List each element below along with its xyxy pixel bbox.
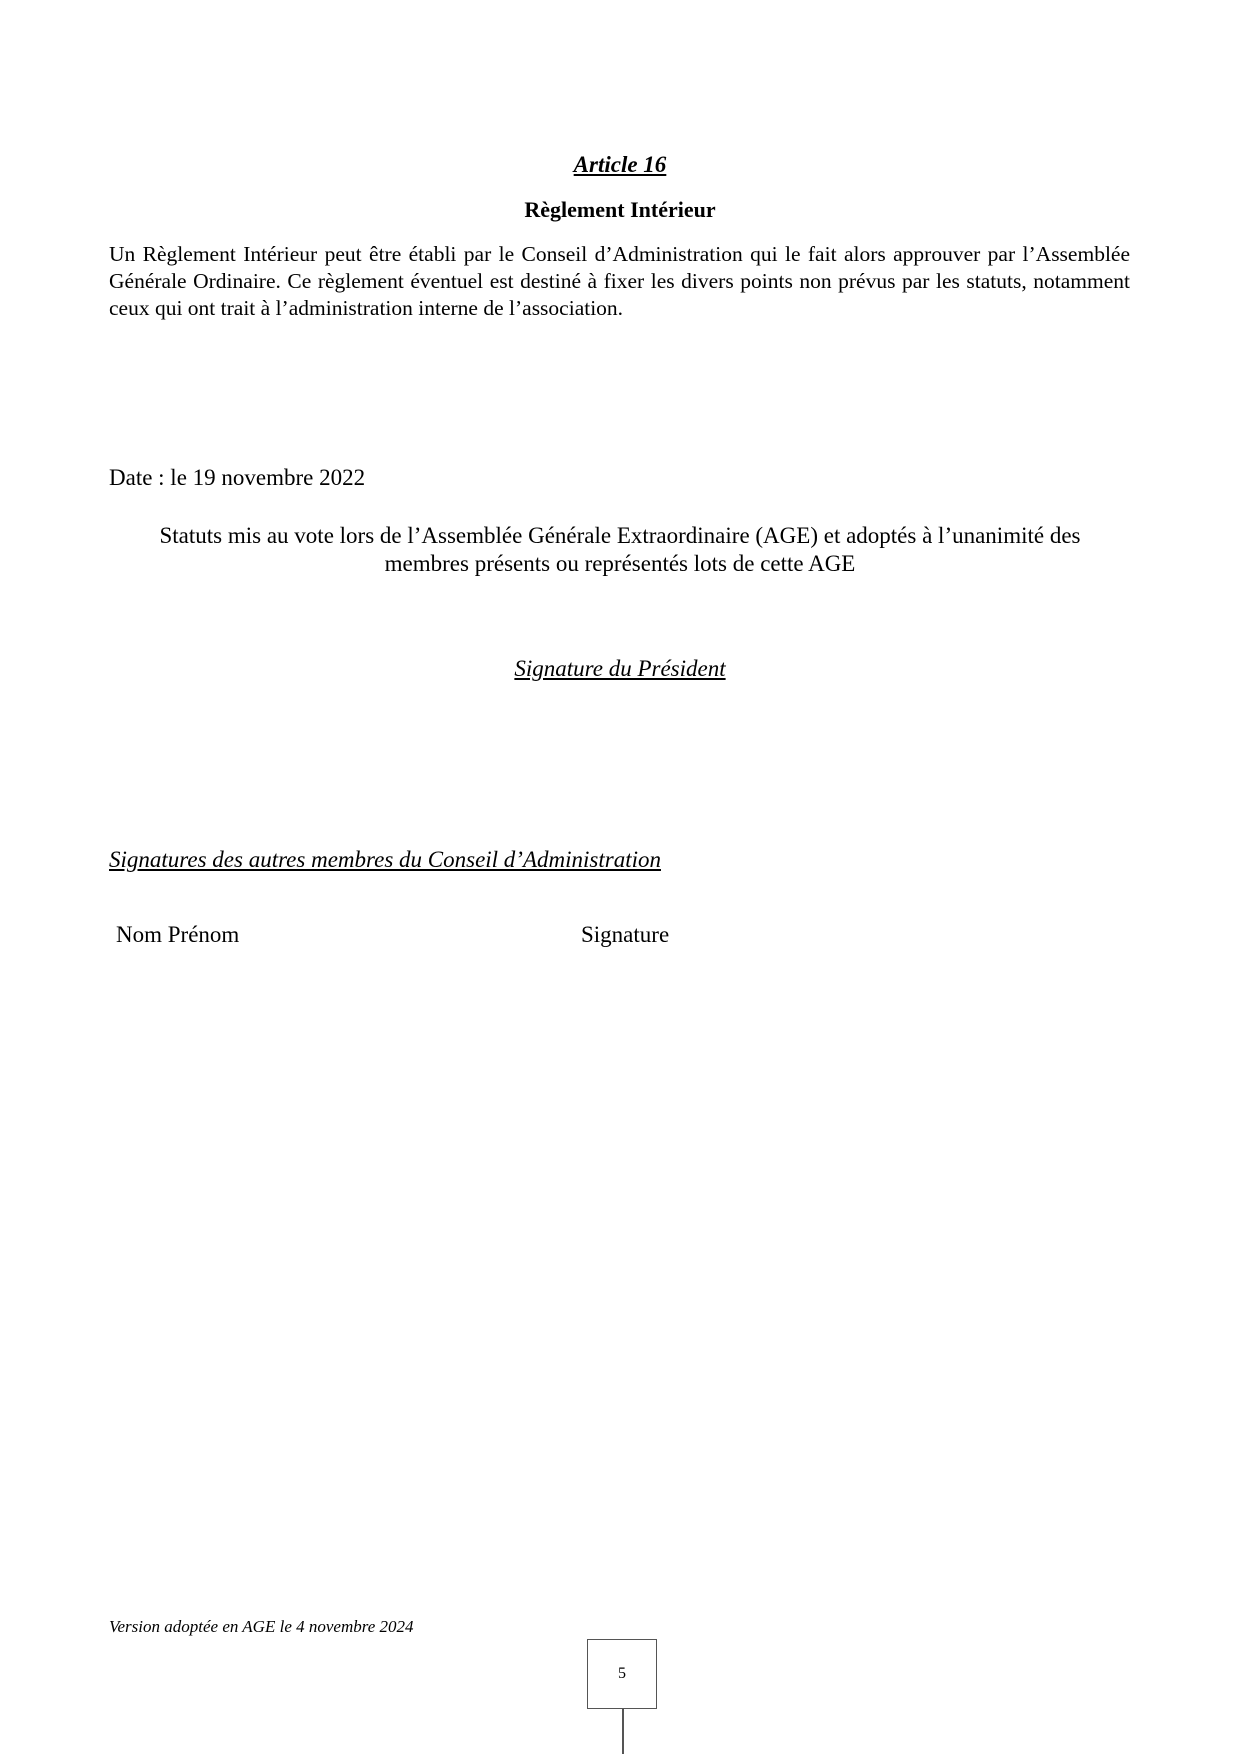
article-body: Un Règlement Intérieur peut être établi par le Conseil d’Administration qui le fait alors approuver par l’Assemblée Générale Ordinaire. Ce règlement éventuel est destiné à fixer les divers points non prévus par les statuts, notamment ceux qui ont trait à l’administration interne de l’association. xyxy=(109,242,1130,320)
date-line: Date : le 19 novembre 2022 xyxy=(109,465,366,490)
president-signature-label: Signature du Président xyxy=(514,656,726,681)
article-heading: Article 16 xyxy=(573,152,667,177)
adoption-statement xyxy=(100,522,1140,578)
page-number: 5 xyxy=(618,1665,626,1682)
column-header-signature: Signature xyxy=(581,922,670,947)
page-number-box xyxy=(587,1639,657,1709)
page-number-connector xyxy=(622,1709,624,1754)
board-signatures-heading: Signatures des autres membres du Conseil d’Administration xyxy=(109,847,661,872)
adoption-statement-line-1: Statuts mis au vote lors de l’Assemblée Générale Extraordinaire (AGE) et adoptés à l’unanimité des xyxy=(159,523,1081,548)
column-header-name: Nom Prénom xyxy=(116,922,240,947)
adoption-statement-line-2: membres présents ou représentés lots de cette AGE xyxy=(384,551,856,576)
footer-version: Version adoptée en AGE le 4 novembre 2024 xyxy=(109,1617,414,1636)
article-title: Règlement Intérieur xyxy=(524,197,716,222)
